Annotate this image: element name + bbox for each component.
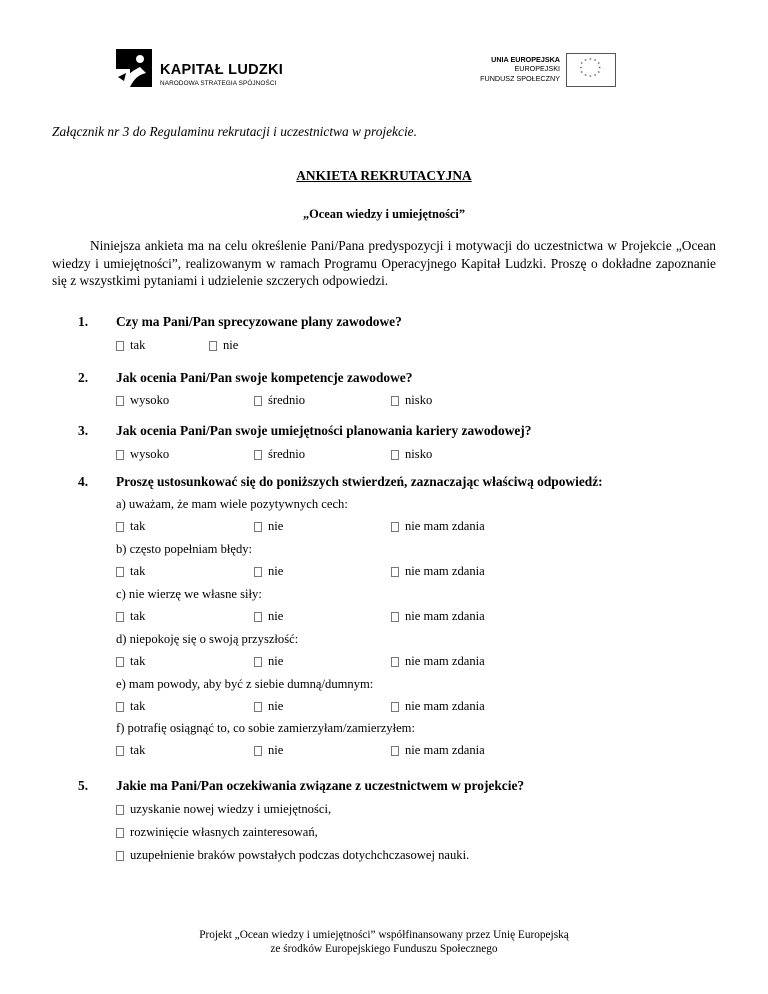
eu-line-2: EUROPEJSKI — [514, 64, 560, 74]
checkbox[interactable] — [116, 746, 124, 756]
q4c-option-nie[interactable]: nie — [254, 609, 283, 624]
q3-option-wysoko[interactable]: wysoko — [116, 447, 169, 462]
kapital-ludzki-subtitle: NARODOWA STRATEGIA SPÓJNOŚCI — [160, 80, 277, 87]
q5-option-2[interactable]: rozwinięcie własnych zainteresowań, — [116, 825, 318, 840]
checkbox[interactable] — [116, 657, 124, 667]
q4-statement-f: f) potrafię osiągnąć to, co sobie zamierzyłam/zamierzyłem: — [116, 721, 415, 735]
question-5-title: 5. Jakie ma Pani/Pan oczekiwania związane z uczestnictwem w projekcie? — [78, 778, 525, 793]
checkbox[interactable] — [391, 567, 399, 577]
q4-statement-e: e) mam powody, aby być z siebie dumną/dumnym: — [116, 677, 374, 691]
checkbox[interactable] — [116, 612, 124, 622]
q3-option-srednio[interactable]: średnio — [254, 447, 305, 462]
checkbox[interactable] — [116, 450, 124, 460]
svg-text:*: * — [598, 67, 601, 72]
svg-text:*: * — [593, 74, 597, 80]
checkbox[interactable] — [391, 450, 399, 460]
q4f-option-nie-mam-zdania[interactable]: nie mam zdania — [391, 743, 485, 758]
checkbox[interactable] — [254, 702, 262, 712]
q4f-option-nie[interactable]: nie — [254, 743, 283, 758]
q4d-option-tak[interactable]: tak — [116, 654, 145, 669]
checkbox[interactable] — [116, 341, 124, 351]
checkbox[interactable] — [254, 450, 262, 460]
form-title: ANKIETA REKRUTACYJNA — [296, 168, 472, 183]
question-4-title: 4. Proszę ustosunkować się do poniższych stwierdzeń, zaznaczając właściwą odpowiedź: — [78, 474, 603, 489]
q4e-option-nie[interactable]: nie — [254, 699, 283, 714]
eu-line-3: FUNDUSZ SPOŁECZNY — [480, 73, 560, 83]
eu-line-1: UNIA EUROPEJSKA — [491, 55, 560, 64]
q2-option-nisko[interactable]: nisko — [391, 393, 432, 408]
q4a-option-nie-mam-zdania[interactable]: nie mam zdania — [391, 519, 485, 534]
q4c-option-nie-mam-zdania[interactable]: nie mam zdania — [391, 609, 485, 624]
q4e-option-nie-mam-zdania[interactable]: nie mam zdania — [391, 699, 485, 714]
question-1-title: 1. Czy ma Pani/Pan sprecyzowane plany zawodowe? — [78, 314, 402, 329]
q4-statement-b: b) często popełniam błędy: — [116, 542, 253, 556]
checkbox[interactable] — [116, 522, 124, 532]
q4b-option-nie[interactable]: nie — [254, 564, 283, 579]
checkbox[interactable] — [116, 828, 124, 838]
q4-statement-a: a) uważam, że mam wiele pozytywnych cech: — [116, 497, 348, 511]
eu-logo — [470, 53, 618, 89]
checkbox[interactable] — [254, 396, 262, 406]
q4e-option-tak[interactable]: tak — [116, 699, 145, 714]
checkbox[interactable] — [391, 612, 399, 622]
q5-option-1[interactable]: uzyskanie nowej wiedzy i umiejętności, — [116, 802, 331, 817]
svg-text:*: * — [580, 62, 583, 68]
svg-text:*: * — [597, 71, 600, 77]
svg-text:*: * — [580, 71, 583, 77]
q4c-option-tak[interactable]: tak — [116, 609, 145, 624]
checkbox[interactable] — [391, 396, 399, 406]
svg-text:*: * — [584, 59, 587, 65]
checkbox[interactable] — [254, 746, 262, 756]
kapital-ludzki-title: KAPITAŁ LUDZKI — [160, 62, 284, 78]
kapital-ludzki-logo — [112, 47, 282, 97]
q2-option-srednio[interactable]: średnio — [254, 393, 305, 408]
checkbox[interactable] — [254, 612, 262, 622]
intro-paragraph — [52, 237, 716, 290]
checkbox[interactable] — [391, 657, 399, 667]
svg-text:*: * — [593, 59, 597, 65]
checkbox[interactable] — [116, 851, 124, 861]
svg-text:*: * — [584, 74, 587, 80]
q1-option-tak[interactable]: tak — [116, 338, 145, 353]
q4d-option-nie[interactable]: nie — [254, 654, 283, 669]
question-3-title: 3. Jak ocenia Pani/Pan swoje umiejętności planowania kariery zawodowej? — [78, 423, 532, 438]
svg-text:*: * — [589, 75, 592, 81]
checkbox[interactable] — [254, 567, 262, 577]
checkbox[interactable] — [116, 805, 124, 815]
checkbox[interactable] — [391, 522, 399, 532]
checkbox[interactable] — [391, 746, 399, 756]
q4b-option-nie-mam-zdania[interactable]: nie mam zdania — [391, 564, 485, 579]
eu-logo-text — [480, 55, 560, 83]
svg-text:*: * — [597, 62, 600, 68]
q4a-option-tak[interactable]: tak — [116, 519, 145, 534]
q4a-option-nie[interactable]: nie — [254, 519, 283, 534]
q4b-option-tak[interactable]: tak — [116, 564, 145, 579]
q4f-option-tak[interactable]: tak — [116, 743, 145, 758]
annex-note: Załącznik nr 3 do Regulaminu rekrutacji i uczestnictwa w projekcie. — [52, 124, 417, 139]
intro-text: Niniejsza ankieta ma na celu określenie Pani/Pana predyspozycji i motywacji do uczestnictwa w Projekcie „Ocean wiedzy i umiejętności”, realizowanym w ramach Programu Operacyjnego Kapitał Ludzki. Proszę o dokładne zapoznanie się z wszystkimi pytaniami i udzielenie szczerych odpowiedzi. — [52, 238, 716, 288]
footer — [0, 928, 768, 956]
q3-option-nisko[interactable]: nisko — [391, 447, 432, 462]
q4d-option-nie-mam-zdania[interactable]: nie mam zdania — [391, 654, 485, 669]
footer-line-2: ze środków Europejskiego Funduszu Społecznego — [270, 943, 498, 955]
footer-line-1: Projekt „Ocean wiedzy i umiejętności” współfinansowany przez Unię Europejską — [199, 929, 569, 941]
q4-statement-d: d) niepokoję się o swoją przyszłość: — [116, 632, 299, 646]
checkbox[interactable] — [254, 522, 262, 532]
eu-flag-icon — [566, 53, 616, 87]
project-title: „Ocean wiedzy i umiejętności” — [302, 207, 466, 221]
checkbox[interactable] — [116, 702, 124, 712]
checkbox[interactable] — [254, 657, 262, 667]
checkbox[interactable] — [116, 396, 124, 406]
svg-text:*: * — [589, 58, 592, 64]
question-2-title: 2. Jak ocenia Pani/Pan swoje kompetencje zawodowe? — [78, 370, 413, 385]
q5-option-3[interactable]: uzupełnienie braków powstałych podczas dotychchczasowej nauki. — [116, 848, 469, 863]
q4-statement-c: c) nie wierzę we własne siły: — [116, 587, 262, 601]
checkbox[interactable] — [116, 567, 124, 577]
checkbox[interactable] — [209, 341, 217, 351]
kapital-ludzki-emblem-icon — [112, 47, 156, 91]
q1-option-nie[interactable]: nie — [209, 338, 238, 353]
checkbox[interactable] — [391, 702, 399, 712]
q2-option-wysoko[interactable]: wysoko — [116, 393, 169, 408]
svg-text:*: * — [579, 67, 583, 72]
